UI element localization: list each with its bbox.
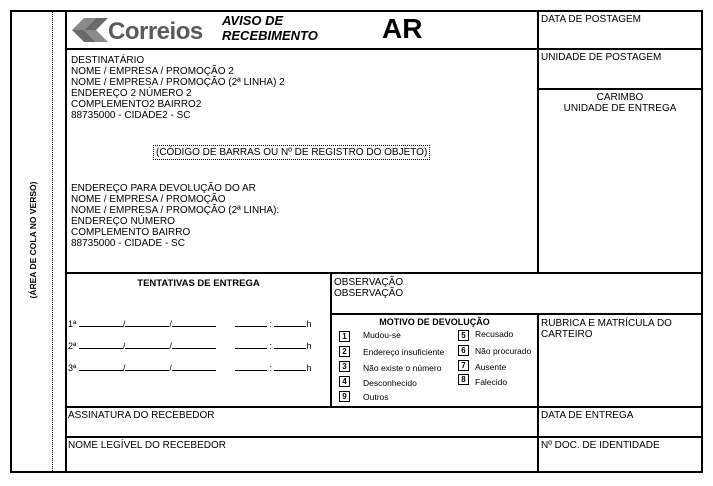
rubrica-label: RUBRICA E MATRÍCULA DO CARTEIRO [541, 318, 672, 340]
destinatario-line: DESTINATÁRIO [71, 55, 145, 66]
unidade-postagem-label: UNIDADE DE POSTAGEM [541, 52, 662, 63]
motivo-num-7: 7 [458, 360, 469, 371]
sep: / [122, 319, 126, 329]
year-blank [172, 340, 216, 349]
year-blank [172, 362, 216, 371]
motivo-label-7: Ausente [475, 362, 507, 372]
barcode-placeholder: (CÓDIGO DE BARRAS OU Nº DE REGISTRO DO OBJETO) [153, 145, 430, 160]
destinatario-line: NOME / EMPRESA / PROMOÇÃO (2ª LINHA) 2 [71, 77, 285, 88]
year-blank [172, 318, 216, 327]
nome-top-line [65, 436, 701, 438]
observacao-label-1: OBSERVAÇÃO [334, 277, 404, 288]
brand-name: Correios [108, 18, 203, 45]
motivo-box-right-border [537, 313, 539, 407]
motivo-label-3: Não existe o número [363, 363, 442, 373]
unidade-entrega-label: UNIDADE DE ENTREGA [563, 103, 677, 114]
colon: : [269, 319, 272, 329]
motivo-num-3: 3 [339, 361, 350, 372]
hour-blank [235, 318, 267, 327]
header-bottom-line [65, 48, 539, 50]
hour-blank [235, 362, 267, 371]
motivo-label-1: Mudou-se [363, 330, 401, 340]
motivo-label-9: Outros [363, 392, 389, 402]
carimbo-label: CARIMBO [596, 92, 644, 103]
ordinal: 3ª [68, 363, 77, 373]
ordinal: 2ª [68, 341, 77, 351]
motivo-num-8: 8 [458, 374, 469, 385]
unit: h [306, 363, 312, 373]
assinatura-label: ASSINATURA DO RECEBEDOR [68, 410, 215, 421]
tentativa-row-2 [68, 340, 311, 351]
colon: : [269, 363, 272, 373]
devolucao-line: ENDEREÇO PARA DEVOLUÇÃO DO AR [71, 183, 256, 194]
tentativa-row-3 [68, 362, 311, 373]
sep: / [169, 341, 172, 351]
form-title-line1: AVISO DE [222, 13, 284, 28]
data-entrega-label: DATA DE ENTREGA [541, 410, 634, 421]
correios-logo-icon [70, 16, 110, 44]
month-blank [122, 340, 169, 351]
ordinal: 1ª [68, 319, 77, 329]
motivo-top-line [330, 313, 701, 315]
motivo-title: MOTIVO DE DEVOLUÇÃO [379, 317, 490, 327]
form-title-line2: RECEBIMENTO [222, 28, 318, 43]
data-postagem-label: DATA DE POSTAGEM [541, 14, 642, 25]
motivo-label-2: Endereço insuficiente [363, 347, 445, 357]
sep: / [122, 363, 126, 373]
motivo-num-2: 2 [339, 346, 350, 357]
motivo-num-9: 9 [339, 391, 350, 402]
sep: / [169, 319, 172, 329]
minute-blank [274, 340, 306, 349]
unit: h [306, 341, 312, 351]
tentativas-divider [330, 272, 332, 407]
devolucao-line: NOME / EMPRESA / PROMOÇÃO (2ª LINHA): [71, 205, 280, 216]
form-code: AR [382, 13, 423, 44]
motivo-label-8: Falecido [475, 377, 508, 387]
day-blank [79, 318, 123, 327]
glue-area-divider [52, 12, 53, 471]
observacao-label-2: OBSERVAÇÃO [334, 288, 404, 299]
devolucao-line: ENDEREÇO NÚMERO [71, 216, 175, 227]
motivo-label-4: Desconhecido [363, 378, 417, 388]
right-line-1 [537, 48, 701, 50]
motivo-label-6: Não procurado [475, 346, 532, 356]
destinatario-line: 88735000 - CIDADE2 - SC [71, 110, 191, 121]
right-column-border [537, 12, 539, 274]
tentativas-title: TENTATIVAS DE ENTREGA [137, 278, 260, 289]
devolucao-line: NOME / EMPRESA / PROMOÇÃO [71, 194, 226, 205]
motivo-label-5: Recusado [475, 329, 514, 339]
right-line-2 [537, 88, 701, 90]
hour-blank [235, 340, 267, 349]
sep: / [169, 363, 172, 373]
motivo-num-1: 1 [339, 331, 350, 342]
assinatura-top-line [65, 406, 701, 408]
doc-identidade-label: Nº DOC. DE IDENTIDADE [541, 440, 660, 451]
minute-blank [274, 318, 306, 327]
motivo-num-4: 4 [339, 376, 350, 387]
nome-legivel-label: NOME LEGÍVEL DO RECEBEDOR [68, 440, 226, 451]
motivo-num-6: 6 [458, 345, 469, 356]
bottom-right-divider [537, 406, 539, 471]
correios-logo [70, 16, 210, 46]
mid-line [65, 272, 701, 274]
day-blank [79, 362, 123, 371]
motivo-num-5: 5 [458, 330, 469, 341]
destinatario-line: NOME / EMPRESA / PROMOÇÃO 2 [71, 66, 234, 77]
minute-blank [274, 362, 306, 371]
colon: : [269, 341, 272, 351]
content-left-border [65, 12, 67, 471]
month-blank [122, 362, 169, 373]
devolucao-line: COMPLEMENTO BAIRRO [71, 227, 191, 238]
devolucao-block [71, 183, 279, 249]
month-blank [122, 318, 169, 329]
destinatario-block [71, 55, 285, 121]
sep: / [122, 341, 126, 351]
unit: h [306, 319, 312, 329]
destinatario-line: ENDEREÇO 2 NÚMERO 2 [71, 88, 192, 99]
devolucao-line: 88735000 - CIDADE - SC [71, 238, 185, 249]
day-blank [79, 340, 123, 349]
destinatario-line: COMPLEMENTO2 BAIRRO2 [71, 99, 202, 110]
tentativa-row-1 [68, 318, 311, 329]
